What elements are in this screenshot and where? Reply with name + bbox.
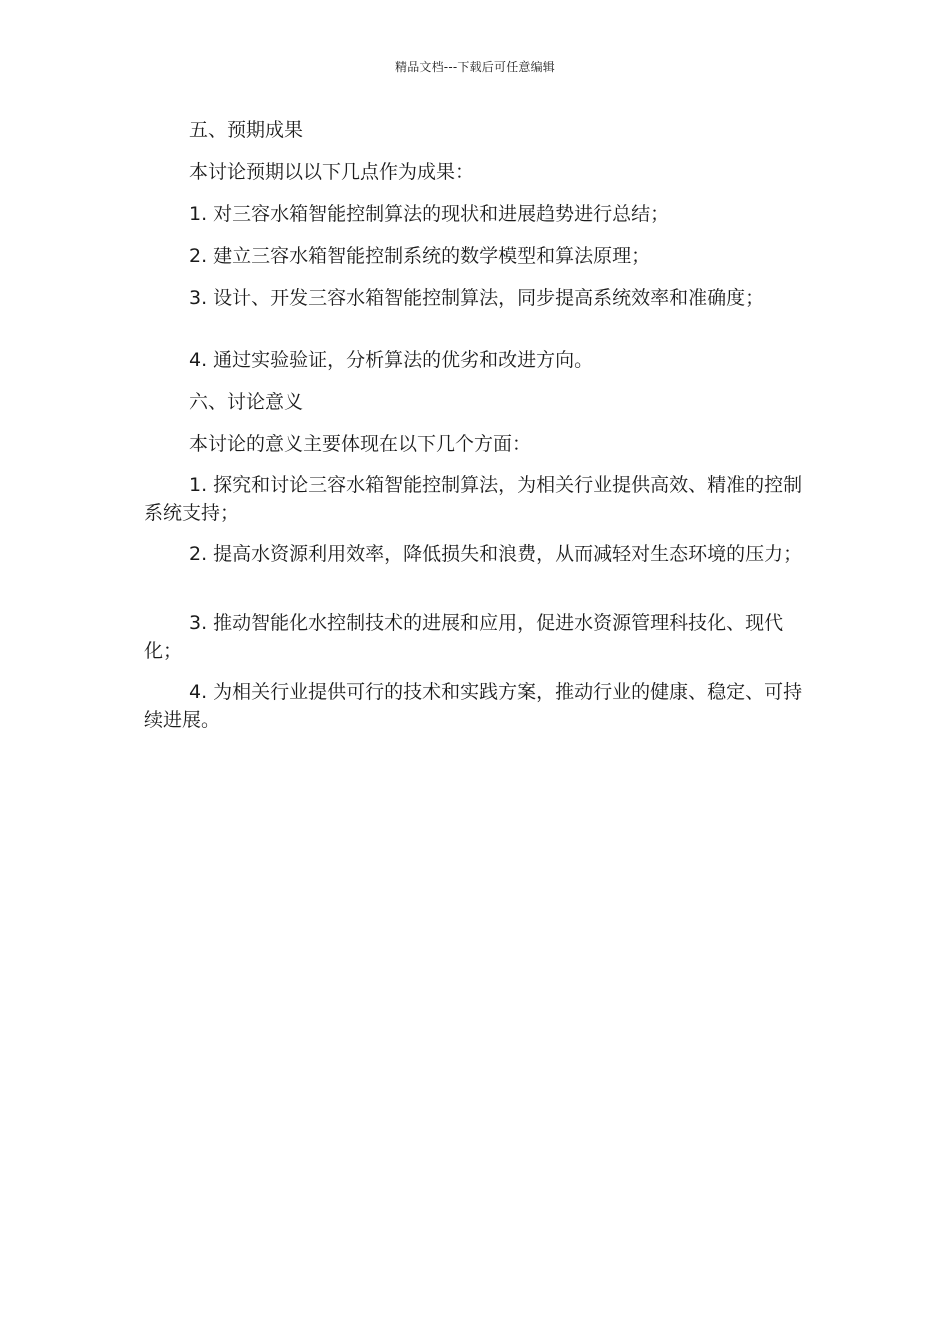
section-6-item-3: 3. 推动智能化水控制技术的进展和应用，促进水资源管理科技化、现代化； (144, 612, 784, 662)
section-5-item-1: 1. 对三容水箱智能控制算法的现状和进展趋势进行总结； (189, 203, 670, 225)
section-5-item-2: 2. 建立三容水箱智能控制系统的数学模型和算法原理； (189, 245, 651, 267)
section-6-item-2: 2. 提高水资源利用效率，降低损失和浪费，从而减轻对生态环境的压力； (189, 543, 803, 565)
page-header: 精品文档---下载后可任意编辑 (395, 60, 555, 74)
section-5-item-4: 4. 通过实验验证，分析算法的优劣和改进方向。 (189, 349, 594, 371)
section-6-intro: 本讨论的意义主要体现在以下几个方面： (189, 433, 532, 455)
section-5-heading: 五、预期成果 (189, 119, 304, 141)
section-6-heading: 六、讨论意义 (189, 391, 304, 413)
section-6-item-4: 4. 为相关行业提供可行的技术和实践方案，推动行业的健康、稳定、可持续进展。 (144, 681, 803, 731)
section-5-item-3: 3. 设计、开发三容水箱智能控制算法，同步提高系统效率和准确度； (189, 287, 765, 309)
section-6-item-1: 1. 探究和讨论三容水箱智能控制算法，为相关行业提供高效、精准的控制系统支持； (144, 474, 803, 524)
section-5-intro: 本讨论预期以以下几点作为成果： (189, 161, 475, 183)
